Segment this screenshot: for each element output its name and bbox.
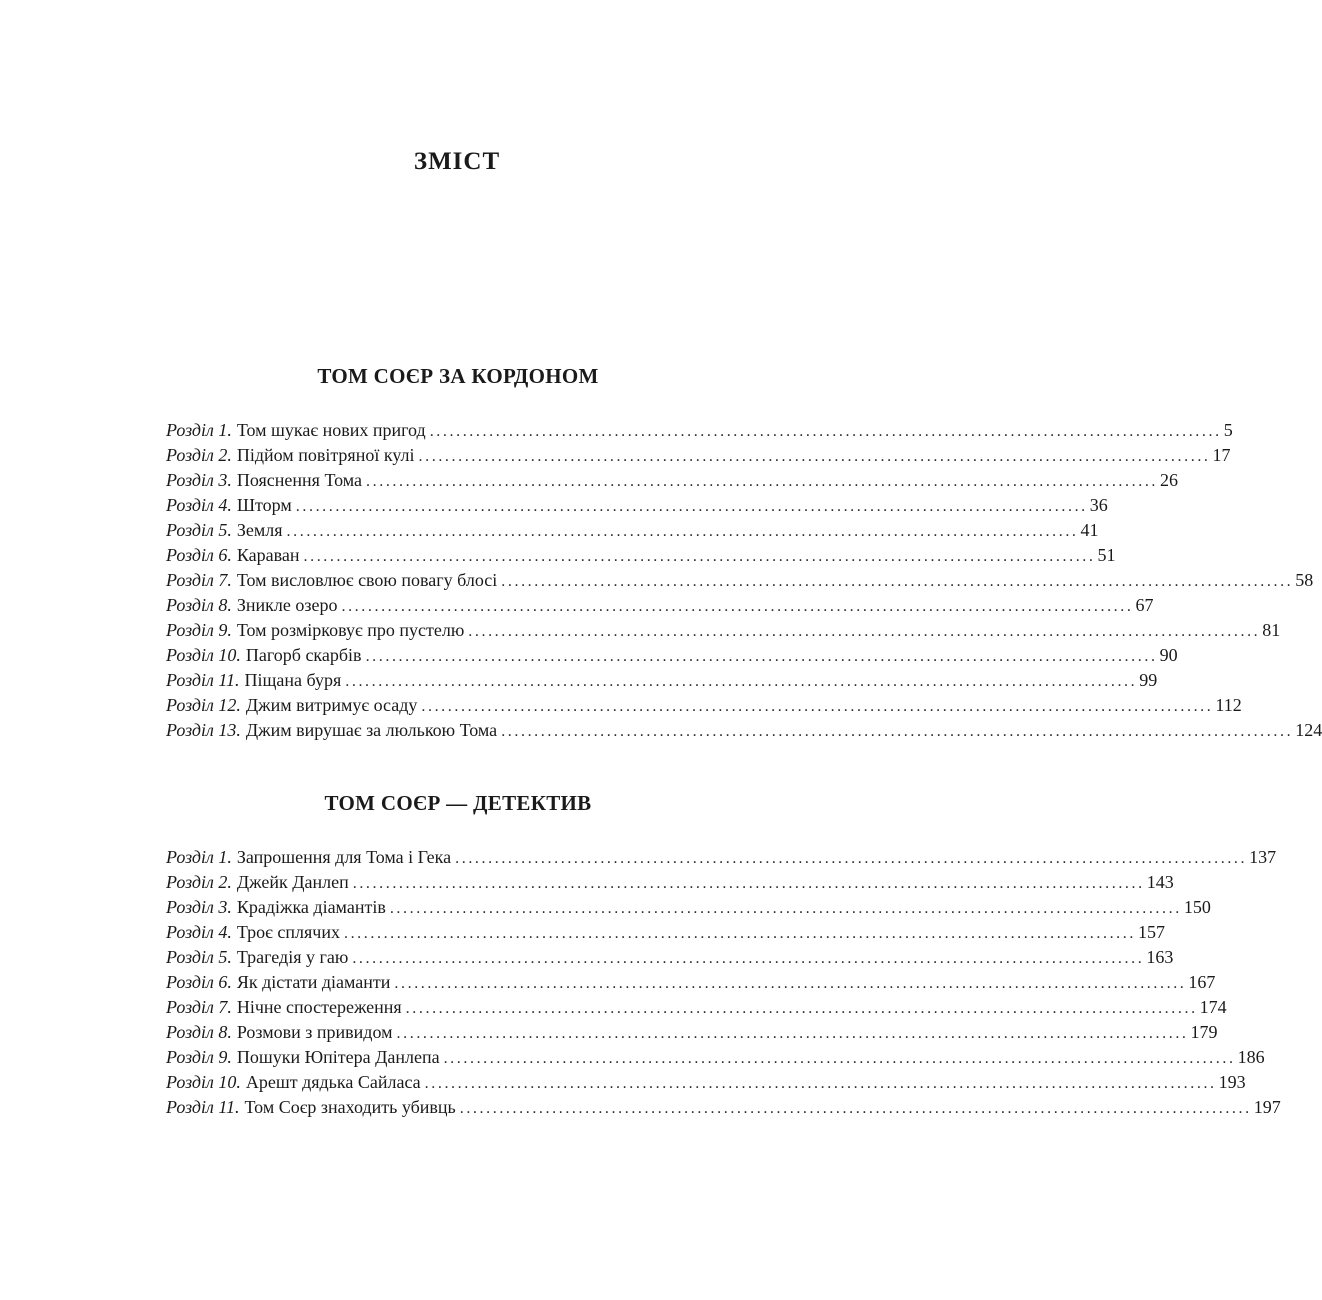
dot-leader: ........................................................................................................................ — [341, 598, 1134, 615]
toc-entry[interactable] — [166, 468, 1179, 493]
page-number: 81 — [1262, 620, 1281, 640]
chapter-title: Джим витримує осаду — [245, 695, 418, 715]
chapter-title: Том розмірковує про пустелю — [236, 620, 465, 640]
page-number: 193 — [1218, 1072, 1246, 1092]
page-number: 174 — [1199, 997, 1227, 1017]
chapter-title: Том шукає нових пригод — [236, 420, 426, 440]
page-title: ЗМІСТ — [413, 147, 501, 175]
section-heading: ТОМ СОЄР — ДЕТЕКТИВ — [324, 791, 592, 815]
page-number: 41 — [1080, 520, 1099, 540]
chapter-title: Шторм — [236, 495, 292, 515]
toc-entry[interactable] — [166, 945, 1174, 970]
toc-entry[interactable] — [166, 593, 1154, 618]
page-number: 17 — [1212, 445, 1231, 465]
toc-list — [166, 418, 1322, 743]
page-number: 51 — [1097, 545, 1116, 565]
page-number: 26 — [1160, 470, 1179, 490]
toc-entry[interactable] — [166, 845, 1277, 870]
toc-entry[interactable] — [166, 1020, 1218, 1045]
chapter-title: Том Соєр знаходить убивць — [244, 1097, 456, 1117]
toc-entry[interactable] — [166, 493, 1108, 518]
dot-leader: ........................................................................................................................ — [365, 648, 1158, 665]
dot-leader: ........................................................................................................................ — [421, 698, 1214, 715]
dot-leader: ........................................................................................................................ — [459, 1100, 1252, 1117]
chapter-number: Розділ 10. — [166, 1072, 241, 1092]
page-number: 124 — [1295, 720, 1322, 740]
chapter-title: Запрошення для Тома і Гека — [236, 847, 452, 867]
page-number: 197 — [1253, 1097, 1281, 1117]
dot-leader: ........................................................................................................................ — [303, 548, 1096, 565]
dot-leader: ........................................................................................................................ — [418, 448, 1211, 465]
page-number: 90 — [1159, 645, 1178, 665]
chapter-title: Троє сплячих — [236, 922, 340, 942]
chapter-title: Нічне спостереження — [236, 997, 402, 1017]
toc-entry[interactable] — [166, 1095, 1281, 1120]
chapter-number: Розділ 2. — [166, 872, 232, 892]
toc-entry[interactable] — [166, 443, 1231, 468]
dot-leader: ........................................................................................................................ — [396, 1025, 1189, 1042]
page-number: 143 — [1146, 872, 1174, 892]
chapter-number: Розділ 2. — [166, 445, 232, 465]
toc-entry[interactable] — [166, 920, 1165, 945]
toc-entry[interactable] — [166, 1070, 1246, 1095]
chapter-title: Пагорб скарбів — [245, 645, 362, 665]
dot-leader: ........................................................................................................................ — [501, 573, 1294, 590]
chapter-number: Розділ 4. — [166, 922, 232, 942]
chapter-number: Розділ 6. — [166, 545, 232, 565]
chapter-number: Розділ 12. — [166, 695, 241, 715]
page-number: 67 — [1135, 595, 1154, 615]
toc-entry[interactable] — [166, 543, 1116, 568]
dot-leader: ........................................................................................................................ — [366, 473, 1159, 490]
dot-leader: ........................................................................................................................ — [295, 498, 1088, 515]
toc-entry[interactable] — [166, 568, 1314, 593]
toc-section-detective — [166, 788, 1281, 1120]
chapter-title: Піщана буря — [244, 670, 342, 690]
toc-entry[interactable] — [166, 1045, 1265, 1070]
chapter-number: Розділ 1. — [166, 847, 232, 867]
chapter-title: Земля — [236, 520, 283, 540]
toc-entry[interactable] — [166, 418, 1233, 443]
page-number: 112 — [1215, 695, 1242, 715]
chapter-title: Том висловлює свою повагу блосі — [236, 570, 498, 590]
toc-entry[interactable] — [166, 718, 1322, 743]
chapter-title: Трагедія у гаю — [236, 947, 349, 967]
dot-leader: ........................................................................................................................ — [394, 975, 1187, 992]
chapter-title: Пояснення Тома — [236, 470, 363, 490]
chapter-title: Джим вирушає за люлькою Тома — [245, 720, 498, 740]
toc-entry[interactable] — [166, 668, 1158, 693]
dot-leader: ........................................................................................................................ — [455, 850, 1248, 867]
dot-leader: ........................................................................................................................ — [443, 1050, 1236, 1067]
chapter-number: Розділ 6. — [166, 972, 232, 992]
chapter-number: Розділ 8. — [166, 1022, 232, 1042]
chapter-number: Розділ 7. — [166, 570, 232, 590]
chapter-number: Розділ 7. — [166, 997, 232, 1017]
toc-entry[interactable] — [166, 693, 1242, 718]
page-number: 5 — [1223, 420, 1233, 440]
toc-entry[interactable] — [166, 643, 1178, 668]
page-number: 179 — [1190, 1022, 1218, 1042]
page-number: 167 — [1188, 972, 1216, 992]
dot-leader: ........................................................................................................................ — [352, 875, 1145, 892]
chapter-number: Розділ 11. — [166, 1097, 240, 1117]
dot-leader: ........................................................................................................................ — [429, 423, 1222, 440]
chapter-number: Розділ 3. — [166, 470, 232, 490]
toc-entry[interactable] — [166, 618, 1281, 643]
page-number: 99 — [1139, 670, 1158, 690]
toc-list — [166, 845, 1281, 1120]
chapter-number: Розділ 4. — [166, 495, 232, 515]
dot-leader: ........................................................................................................................ — [343, 925, 1136, 942]
chapter-number: Розділ 3. — [166, 897, 232, 917]
toc-entry[interactable] — [166, 895, 1211, 920]
dot-leader: ........................................................................................................................ — [286, 523, 1079, 540]
chapter-title: Караван — [236, 545, 300, 565]
dot-leader: ........................................................................................................................ — [405, 1000, 1198, 1017]
section-heading: ТОМ СОЄР ЗА КОРДОНОМ — [317, 364, 599, 388]
chapter-number: Розділ 10. — [166, 645, 241, 665]
chapter-title: Зникле озеро — [236, 595, 338, 615]
chapter-number: Розділ 5. — [166, 520, 232, 540]
page-number: 186 — [1237, 1047, 1265, 1067]
chapter-title: Джейк Данлеп — [236, 872, 349, 892]
page-number: 157 — [1137, 922, 1165, 942]
chapter-title: Арешт дядька Сайласа — [245, 1072, 421, 1092]
page-number: 137 — [1249, 847, 1277, 867]
chapter-number: Розділ 11. — [166, 670, 240, 690]
toc-entry[interactable] — [166, 970, 1216, 995]
chapter-title: Розмови з привидом — [236, 1022, 393, 1042]
dot-leader: ........................................................................................................................ — [424, 1075, 1217, 1092]
chapter-number: Розділ 8. — [166, 595, 232, 615]
dot-leader: ........................................................................................................................ — [345, 673, 1138, 690]
chapter-title: Пошуки Юпітера Данлепа — [236, 1047, 440, 1067]
page-number: 58 — [1295, 570, 1314, 590]
chapter-number: Розділ 13. — [166, 720, 241, 740]
dot-leader: ........................................................................................................................ — [501, 723, 1294, 740]
toc-entry[interactable] — [166, 995, 1227, 1020]
chapter-number: Розділ 1. — [166, 420, 232, 440]
chapter-title: Підйом повітряної кулі — [236, 445, 415, 465]
chapter-title: Крадіжка діамантів — [236, 897, 386, 917]
page-number: 163 — [1146, 947, 1174, 967]
toc-entry[interactable] — [166, 518, 1099, 543]
dot-leader: ........................................................................................................................ — [468, 623, 1261, 640]
toc-section-abroad — [166, 361, 1322, 743]
chapter-number: Розділ 9. — [166, 1047, 232, 1067]
page-number: 150 — [1183, 897, 1211, 917]
page-number: 36 — [1089, 495, 1108, 515]
dot-leader: ........................................................................................................................ — [352, 950, 1145, 967]
chapter-number: Розділ 5. — [166, 947, 232, 967]
chapter-title: Як дістати діаманти — [236, 972, 391, 992]
chapter-number: Розділ 9. — [166, 620, 232, 640]
dot-leader: ........................................................................................................................ — [389, 900, 1182, 917]
toc-entry[interactable] — [166, 870, 1174, 895]
